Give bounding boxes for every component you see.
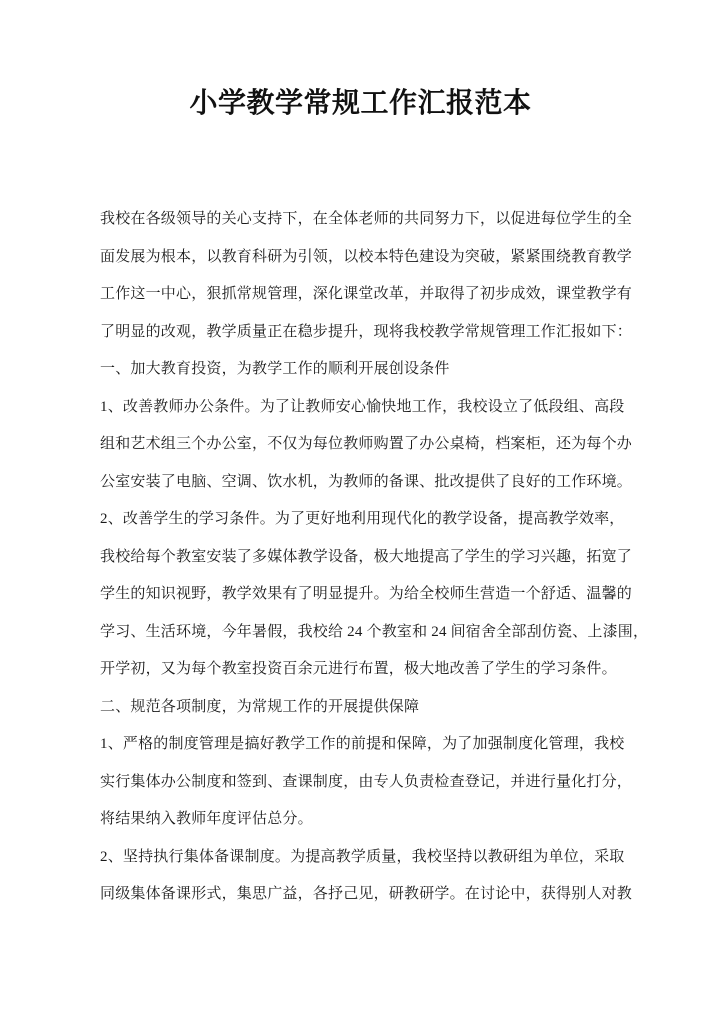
- section-heading: [100, 689, 627, 727]
- text-line: 公室安装了电脑、空调、饮水机，为教师的备课、批改提供了良好的工作环境。: [100, 473, 633, 490]
- text-line: 2、改善学生的学习条件。为了更好地利用现代化的教学设备，提高教学效率，: [100, 511, 625, 527]
- text-line: 一、加大教育投资，为教学工作的顺利开展创设条件: [100, 361, 450, 377]
- paragraph: [100, 501, 649, 689]
- paragraph: [100, 201, 633, 351]
- text-line: 面发展为根本，以教育科研为引领，以校本特色建设为突破，紧紧围绕教育教学: [100, 248, 633, 265]
- text-line: 1、严格的制度管理是搞好教学工作的前提和保障，为了加强制度化管理，我校: [100, 736, 625, 752]
- text-line: 组和艺术组三个办公室，不仅为每位教师购置了办公桌椅，档案柜，还为每个办: [100, 436, 633, 452]
- text-line: 我校给每个教室安装了多媒体教学设备，极大地提高了学生的学习兴趣，拓宽了: [100, 548, 633, 565]
- text-line: 同级集体备课形式，集思广益，各抒己见，研教研学。在讨论中，获得别人对教: [100, 886, 633, 902]
- text-line: 2、坚持执行集体备课制度。为提高教学质量，我校坚持以教研组为单位，采取: [100, 848, 625, 865]
- document-body: [100, 201, 649, 914]
- text-line: 学习、生活环境，今年暑假，我校给 24 个教室和 24 间宿舍全部刮仿瓷、上漆围，: [100, 623, 649, 640]
- text-line: 了明显的改观，教学质量正在稳步提升，现将我校教学常规管理工作汇报如下：: [100, 323, 633, 340]
- paragraph: [100, 389, 633, 502]
- text-line: 学生的知识视野，教学效果有了明显提升。为给全校师生营造一个舒适、温馨的: [100, 586, 633, 602]
- text-line: 1、改善教师办公条件。为了让教师安心愉快地工作，我校设立了低段组、高段: [100, 398, 625, 415]
- text-line: 将结果纳入教师年度评估总分。: [100, 811, 313, 827]
- section-heading: [100, 351, 627, 389]
- document-title: 小学教学常规工作汇报范本: [189, 88, 532, 119]
- text-line: 工作这一中心，狠抓常规管理，深化课堂改革，并取得了初步成效，课堂教学有: [100, 286, 633, 302]
- text-line: 二、规范各项制度，为常规工作的开展提供保障: [100, 698, 420, 715]
- text-line: 实行集体办公制度和签到、查课制度，由专人负责检查登记，并进行量化打分，: [100, 773, 633, 790]
- text-line: 我校在各级领导的关心支持下，在全体老师的共同努力下，以促进每位学生的全: [100, 211, 633, 227]
- text-line: 开学初，又为每个教室投资百余元进行布置，极大地改善了学生的学习条件。: [100, 661, 617, 677]
- paragraph: [100, 726, 633, 839]
- paragraph: [100, 839, 633, 914]
